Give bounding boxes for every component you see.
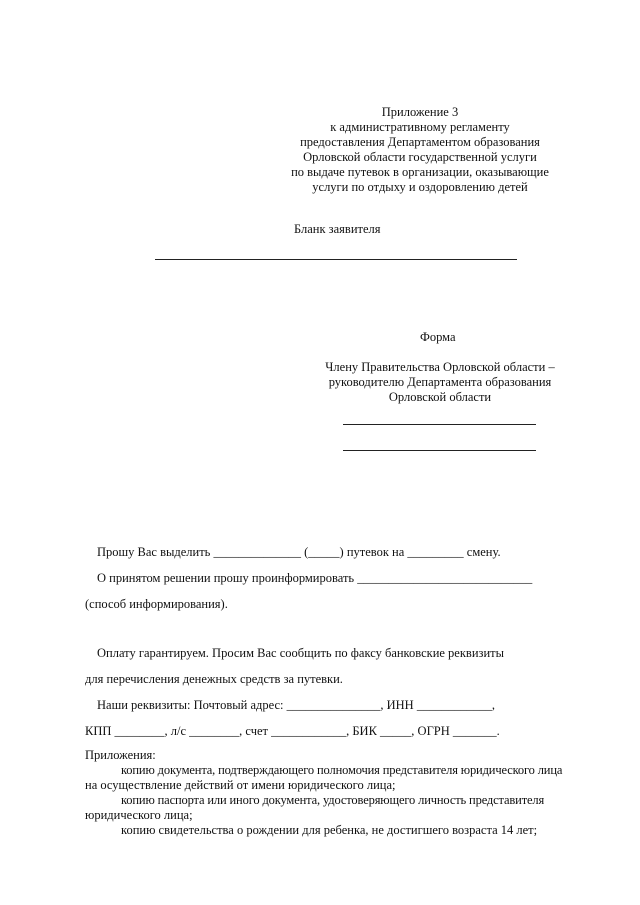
inform-line: О принятом решении прошу проинформировать ____________________________ xyxy=(97,571,533,585)
addressee-line: руководителю Департамента образования xyxy=(328,375,552,389)
attachment-item: копию свидетельства о рождении для ребенка, не достигшего возраста 14 лет; xyxy=(121,823,538,837)
attachment-item: копию документа, подтверждающего полномочия представителя юридического лица xyxy=(121,763,563,777)
appendix-line: Приложение 3 xyxy=(381,105,459,119)
attachment-item: на осуществление действий от имени юридического лица; xyxy=(85,778,396,792)
payment-line: Оплату гарантируем. Просим Вас сообщить по факсу банковские реквизиты xyxy=(97,646,505,660)
applicant-blank-line xyxy=(155,259,517,260)
addressee-line: Члену Правительства Орловской области – xyxy=(325,360,555,374)
signature-blank-line xyxy=(343,424,536,425)
requisites-line: КПП ________, л/с ________, счет ____________, БИК _____, ОГРН _______. xyxy=(85,724,500,738)
attachment-item: копию паспорта или иного документа, удостоверяющего личность представителя xyxy=(121,793,545,807)
addressee-line: Орловской области xyxy=(388,390,492,404)
requisites-line: Наши реквизиты: Почтовый адрес: _______________, ИНН ____________, xyxy=(97,698,495,712)
appendix-line: предоставления Департаментом образования xyxy=(300,135,540,149)
request-line: Прошу Вас выделить ______________ (_____) путевок на _________ смену. xyxy=(97,545,501,559)
appendix-line: по выдаче путевок в организации, оказывающие xyxy=(291,165,549,179)
signature-blank-line xyxy=(343,450,536,451)
inform-method: (способ информирования). xyxy=(85,597,228,611)
attachments-heading: Приложения: xyxy=(85,748,156,762)
appendix-line: услуги по отдыху и оздоровлению детей xyxy=(312,180,528,194)
appendix-line: Орловской области государственной услуги xyxy=(303,150,537,164)
appendix-line: к административному регламенту xyxy=(330,120,510,134)
payment-line: для перечисления денежных средств за путевки. xyxy=(85,672,343,686)
attachment-item: юридического лица; xyxy=(85,808,193,822)
blank-title: Бланк заявителя xyxy=(294,222,381,236)
form-label: Форма xyxy=(420,330,456,344)
